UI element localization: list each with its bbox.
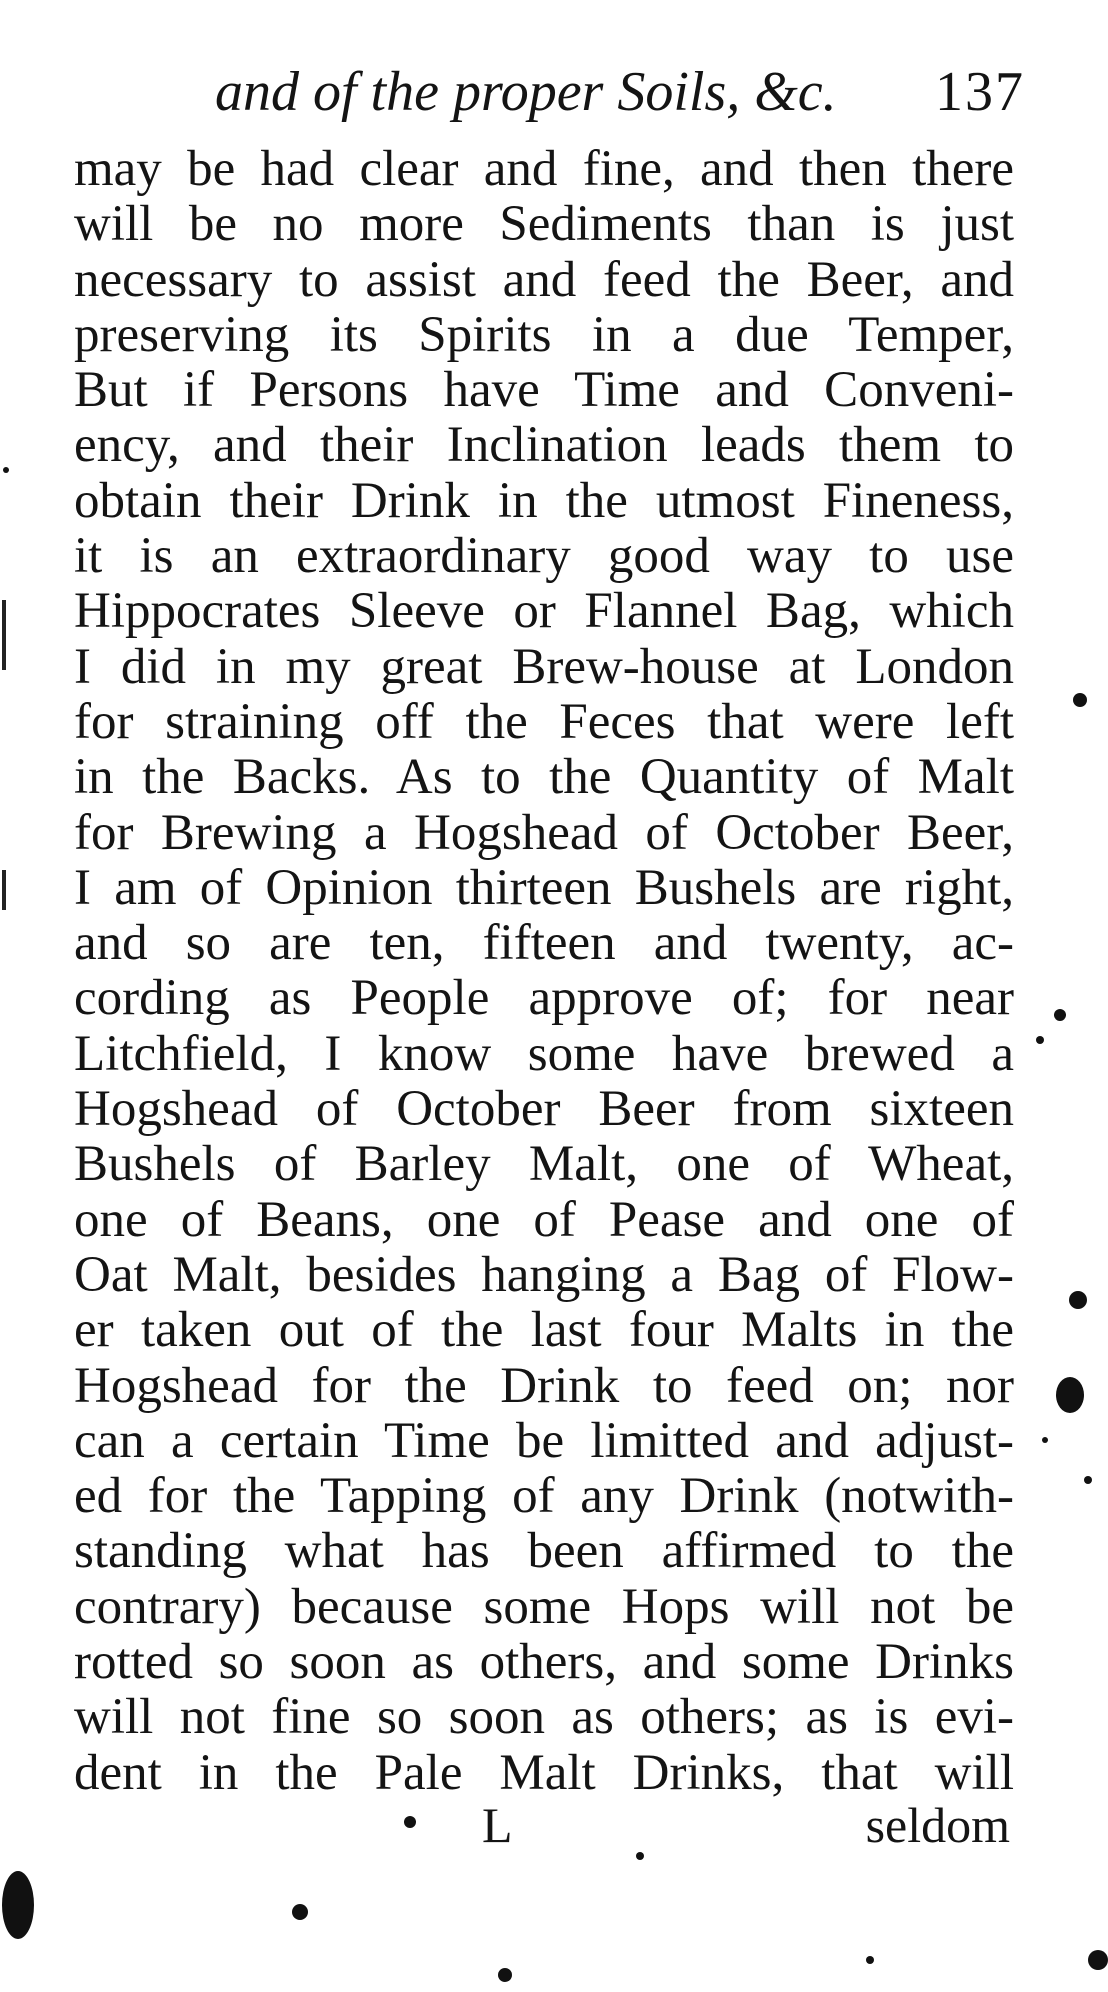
text-line: necessary to assist and feed the Beer, and — [74, 251, 1014, 308]
text-line: ency, and their Inclination leads them to — [74, 417, 1014, 474]
text-line: cording as People approve of; for near — [74, 970, 1014, 1027]
text-line: rotted so soon as others, and some Drinks — [74, 1634, 1014, 1691]
text-line: and so are ten, fifteen and twenty, ac- — [74, 915, 1014, 972]
text-line: I did in my great Brew-house at London — [74, 638, 1014, 695]
text-line: for Brewing a Hogshead of October Beer, — [74, 804, 1014, 861]
text-line: But if Persons have Time and Conveni- — [74, 362, 1014, 419]
text-line: will be no more Sediments than is just — [74, 196, 1014, 253]
text-line: er taken out of the last four Malts in the — [74, 1302, 1014, 1359]
text-line: may be had clear and fine, and then there — [74, 141, 1014, 197]
text-line: preserving its Spirits in a due Temper, — [74, 306, 1014, 363]
text-line: Hogshead for the Drink to feed on; nor — [74, 1357, 1014, 1414]
text-line: ed for the Tapping of any Drink (notwith- — [74, 1468, 1014, 1525]
page-footer — [280, 1796, 1010, 1866]
text-line: Oat Malt, besides hanging a Bag of Flow- — [74, 1246, 1014, 1303]
text-line: dent in the Pale Malt Drinks, that will — [74, 1744, 1014, 1801]
text-line: standing what has been affirmed to the — [74, 1523, 1014, 1580]
page-header — [215, 60, 1025, 130]
signature-mark: L — [482, 1797, 513, 1853]
text-line: obtain their Drink in the utmost Fineness, — [74, 472, 1014, 529]
text-line: Hogshead of October Beer from sixteen — [74, 1081, 1014, 1138]
text-line: will not fine so soon as others; as is evi- — [74, 1689, 1014, 1746]
text-line: Hippocrates Sleeve or Flannel Bag, which — [74, 583, 1014, 640]
text-line: contrary) because some Hops will not be — [74, 1578, 1014, 1635]
text-line: Litchfield, I know some have brewed a — [74, 1025, 1014, 1082]
text-line: in the Backs. As to the Quantity of Malt — [74, 749, 1014, 806]
text-line: it is an extraordinary good way to use — [74, 528, 1014, 585]
running-head: and of the proper Soils, &c. — [215, 61, 837, 123]
catchword: seldom — [865, 1797, 1010, 1853]
text-line: for straining off the Feces that were left — [74, 693, 1014, 750]
body-text — [74, 142, 1014, 1801]
text-line: can a certain Time be limitted and adjust- — [74, 1412, 1014, 1469]
page-number: 137 — [935, 61, 1025, 123]
text-line: one of Beans, one of Pease and one of — [74, 1191, 1014, 1248]
text-line: I am of Opinion thirteen Bushels are right, — [74, 859, 1014, 916]
text-line: Bushels of Barley Malt, one of Wheat, — [74, 1136, 1014, 1193]
